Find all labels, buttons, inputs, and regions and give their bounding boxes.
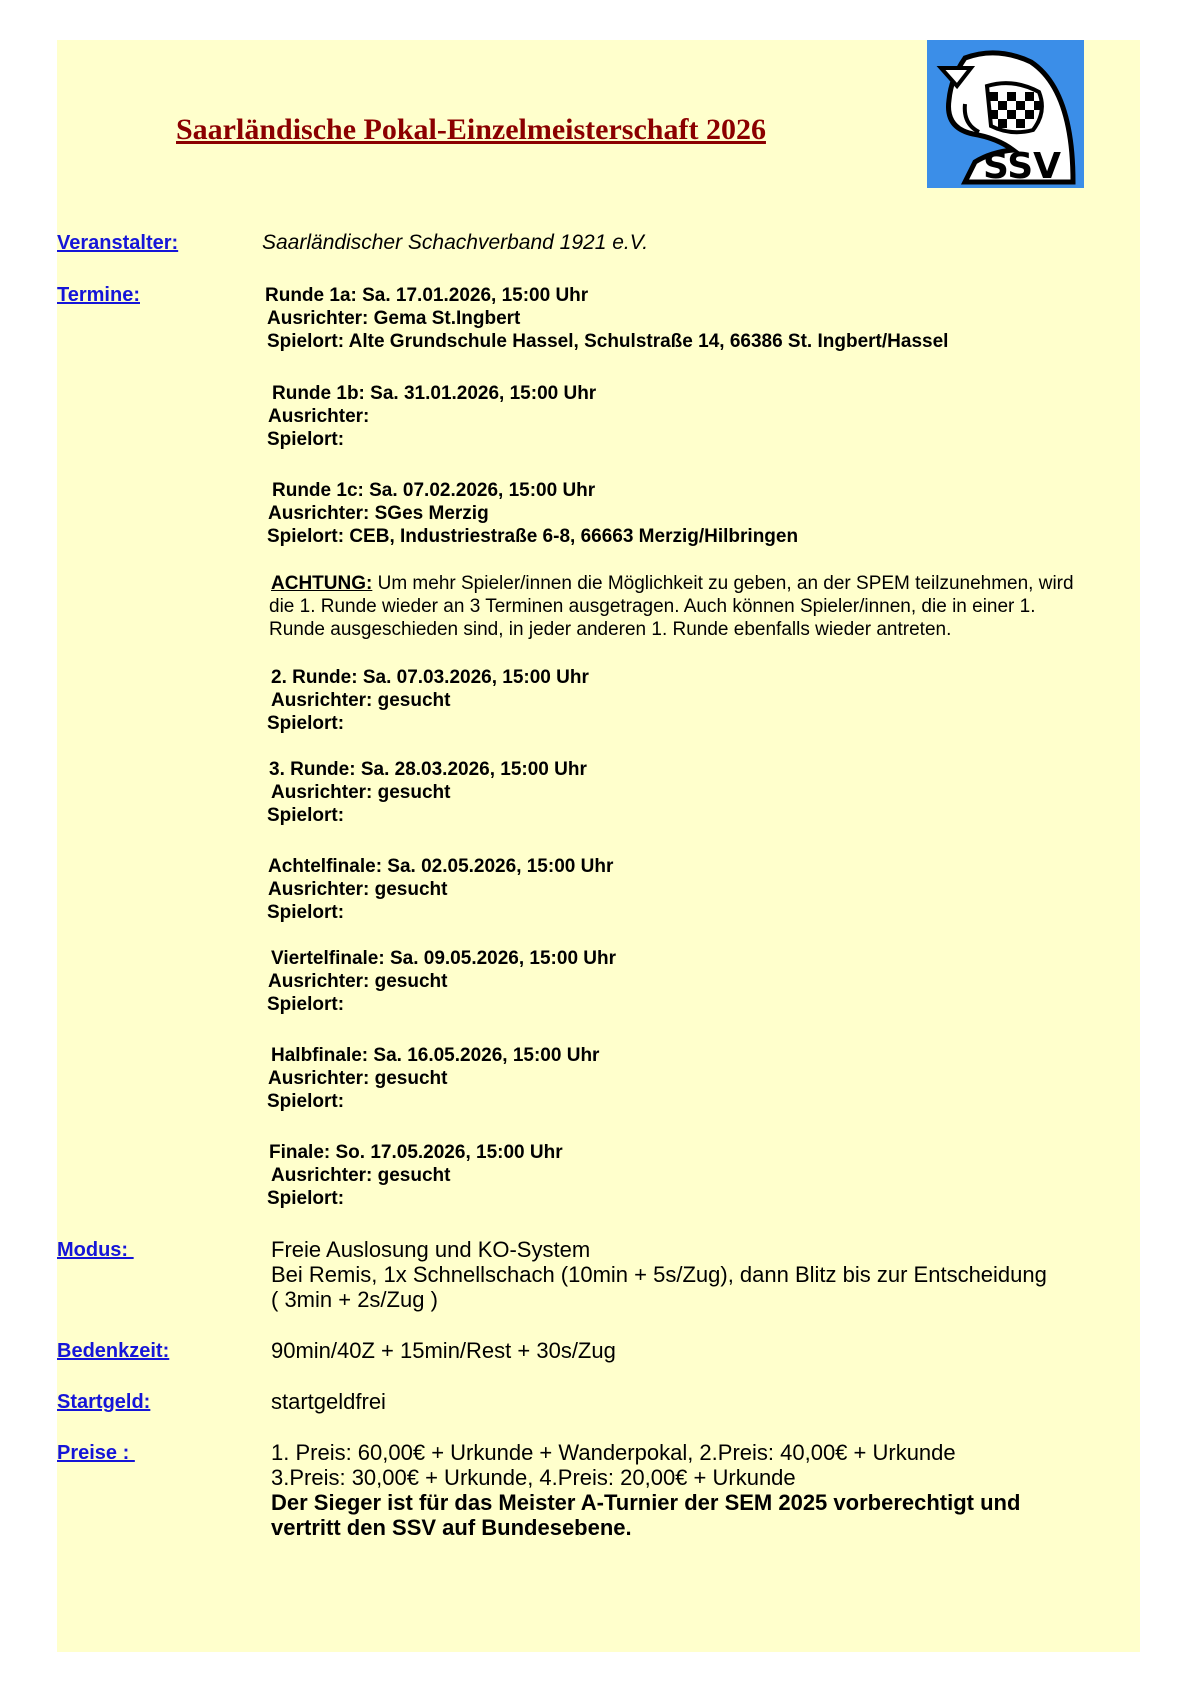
label-preise[interactable]: Preise :	[57, 1442, 135, 1464]
preise-line1: 1. Preis: 60,00€ + Urkunde + Wanderpokal, 2.Preis: 40,00€ + Urkunde	[271, 1440, 956, 1465]
r2-host: Ausrichter: gesucht	[271, 690, 451, 711]
bedenkzeit-value: 90min/40Z + 15min/Rest + 30s/Zug	[271, 1338, 616, 1363]
achtung-line3: Runde ausgeschieden sind, in jeder anderen 1. Runde ebenfalls wieder antreten.	[269, 619, 952, 640]
achtung-text1: Um mehr Spieler/innen die Möglichkeit zu geben, an der SPEM teilzunehmen, wird	[372, 573, 1074, 594]
r1c-date: Runde 1c: Sa. 07.02.2026, 15:00 Uhr	[272, 480, 596, 501]
preise-line4: vertritt den SSV auf Bundesebene.	[271, 1515, 632, 1540]
label-modus[interactable]: Modus:	[57, 1239, 134, 1261]
r1a-host: Ausrichter: Gema St.Ingbert	[267, 308, 521, 329]
achtelfinale-venue: Spielort:	[267, 902, 345, 923]
halbfinale-date: Halbfinale: Sa. 16.05.2026, 15:00 Uhr	[271, 1045, 600, 1066]
page-title: Saarländische Pokal-Einzelmeisterschaft 2026	[176, 113, 766, 146]
label-termine[interactable]: Termine:	[57, 284, 140, 306]
viertelfinale-date: Viertelfinale: Sa. 09.05.2026, 15:00 Uhr	[271, 948, 617, 969]
finale-date: Finale: So. 17.05.2026, 15:00 Uhr	[269, 1142, 563, 1163]
r3-date: 3. Runde: Sa. 28.03.2026, 15:00 Uhr	[269, 759, 587, 780]
r3-venue: Spielort:	[267, 805, 345, 826]
viertelfinale-host: Ausrichter: gesucht	[268, 971, 448, 992]
r3-host: Ausrichter: gesucht	[271, 782, 451, 803]
r1a-date: Runde 1a: Sa. 17.01.2026, 15:00 Uhr	[265, 285, 589, 306]
achtung-line1	[271, 572, 1074, 595]
label-startgeld[interactable]: Startgeld:	[57, 1391, 151, 1413]
r2-venue: Spielort:	[267, 713, 345, 734]
ssv-logo	[927, 40, 1084, 188]
r1a-venue: Spielort: Alte Grundschule Hassel, Schulstraße 14, 66386 St. Ingbert/Hassel	[267, 331, 949, 352]
r1c-host: Ausrichter: SGes Merzig	[268, 503, 489, 524]
modus-line3: ( 3min + 2s/Zug )	[271, 1287, 438, 1312]
page-sheet	[57, 40, 1140, 1652]
finale-host: Ausrichter: gesucht	[271, 1165, 451, 1186]
r1b-host: Ausrichter:	[268, 406, 370, 427]
startgeld-value: startgeldfrei	[271, 1389, 386, 1414]
modus-line1: Freie Auslosung und KO-System	[271, 1237, 591, 1262]
halbfinale-venue: Spielort:	[267, 1091, 345, 1112]
label-bedenkzeit[interactable]: Bedenkzeit:	[57, 1340, 170, 1362]
achtelfinale-date: Achtelfinale: Sa. 02.05.2026, 15:00 Uhr	[268, 856, 614, 877]
viertelfinale-venue: Spielort:	[267, 994, 345, 1015]
veranstalter-value: Saarländischer Schachverband 1921 e.V.	[262, 231, 649, 254]
logo-text: SSV	[982, 146, 1062, 187]
preise-line2: 3.Preis: 30,00€ + Urkunde, 4.Preis: 20,00€ + Urkunde	[271, 1465, 796, 1490]
r1b-venue: Spielort:	[267, 429, 345, 450]
halbfinale-host: Ausrichter: gesucht	[268, 1068, 448, 1089]
achtung-line2: die 1. Runde wieder an 3 Terminen ausgetragen. Auch können Spieler/innen, die in einer 1.	[269, 596, 1036, 617]
chess-knight-icon	[927, 40, 1084, 188]
r2-date: 2. Runde: Sa. 07.03.2026, 15:00 Uhr	[271, 667, 589, 688]
modus-line2: Bei Remis, 1x Schnellschach (10min + 5s/Zug), dann Blitz bis zur Entscheidung	[271, 1262, 1047, 1287]
label-veranstalter[interactable]: Veranstalter:	[57, 232, 179, 254]
finale-venue: Spielort:	[267, 1188, 345, 1209]
r1b-date: Runde 1b: Sa. 31.01.2026, 15:00 Uhr	[272, 383, 597, 404]
r1c-venue: Spielort: CEB, Industriestraße 6-8, 66663 Merzig/Hilbringen	[267, 526, 799, 547]
achtelfinale-host: Ausrichter: gesucht	[268, 879, 448, 900]
achtung-label: ACHTUNG:	[271, 573, 373, 594]
preise-line3: Der Sieger ist für das Meister A-Turnier der SEM 2025 vorberechtigt und	[271, 1490, 1021, 1515]
